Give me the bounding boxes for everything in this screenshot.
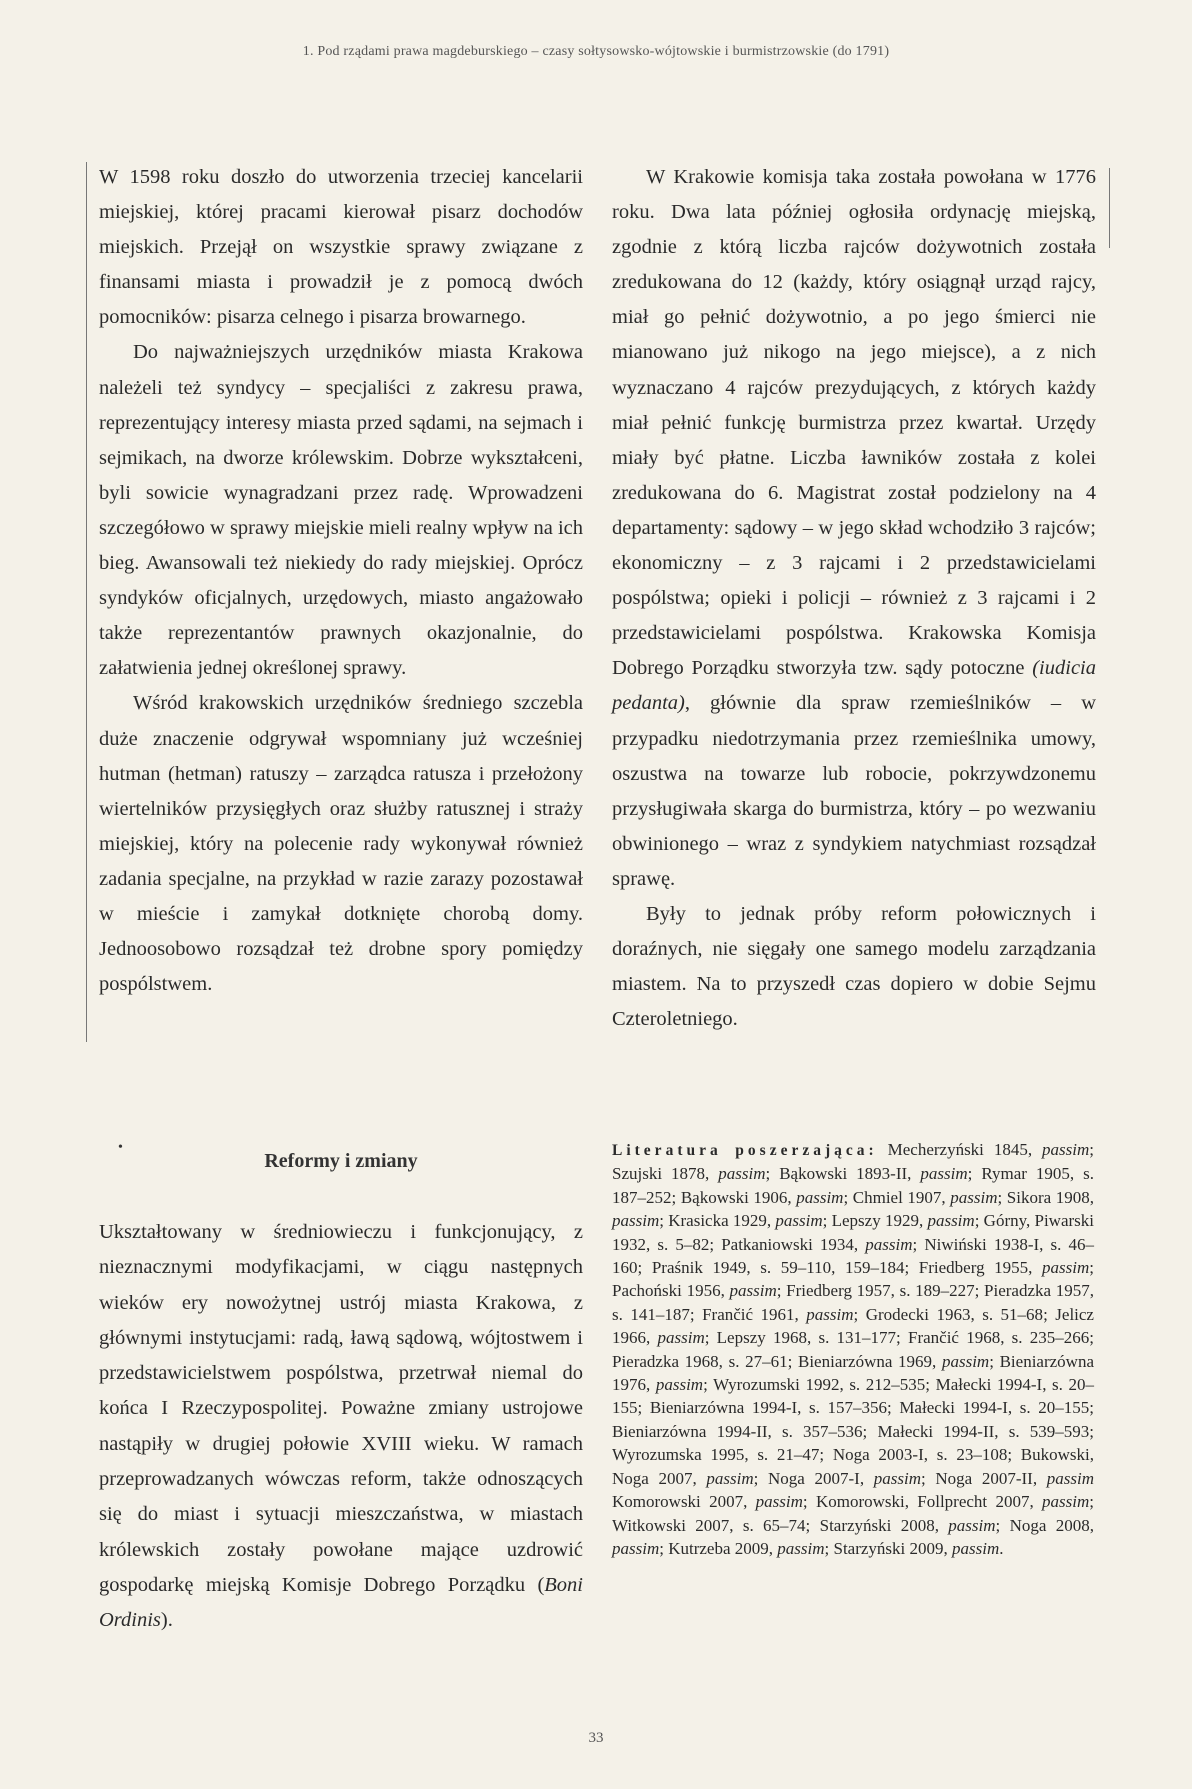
literature-entry: Małecki 1994-I, s. 20–155 bbox=[612, 1375, 1094, 1418]
passim-mark: passim bbox=[655, 1375, 704, 1395]
margin-rule-right bbox=[1109, 168, 1110, 248]
literature-entry: Pieradzka 1957, s. 141–187 bbox=[612, 1281, 1095, 1324]
passim-mark: passim bbox=[865, 1234, 913, 1254]
passim-mark: passim bbox=[1042, 1258, 1090, 1278]
section-heading: Reformy i zmiany bbox=[264, 1150, 418, 1172]
section-body bbox=[99, 1215, 583, 1639]
right-column bbox=[612, 160, 1096, 1037]
passim-mark: passim bbox=[952, 1538, 1000, 1558]
literature-entry: Starzyński 2008, bbox=[819, 1515, 949, 1535]
left-column bbox=[99, 160, 583, 1002]
passim-mark: passim bbox=[612, 1211, 660, 1231]
paragraph-start: Ukształtowany w średniowieczu i funkcjonujący, z nieznacznymi modyfikacjami, w ciągu następnych wieków ery nowożytnej ustrój miasta Krakowa, z głównymi instytucjami: radą, ławą sądową, wójtostwem i przedstawicielstwem pospólstwa, przetrwał niemal do końca I Rzeczypospolitej. Poważne zmiany ustrojowe nastąpiły w drugiej połowie XVIII wieku. W ramach przeprowadzanych wówczas reform, także odnoszących się do miast i sytuacji mieszczaństwa, w miastach królewskich zostały powołane mające uzdrowić gospodarkę miejską Komisje Dobrego Porządku ( bbox=[99, 1221, 583, 1596]
latin-term: Boni Ordinis bbox=[99, 1573, 583, 1632]
paragraph: Były to jednak próby reform połowicznych i doraźnych, nie sięgały one samego modelu zarządzania miastem. Na to przyszedł czas dopiero w dobie Sejmu Czteroletniego. bbox=[612, 902, 1096, 1031]
literature-entry: Rymar 1905, s. 187–252 bbox=[612, 1164, 1094, 1207]
literature-entry: Noga 2008, bbox=[1009, 1515, 1094, 1535]
literature-entry: Starzyński 2009, bbox=[833, 1538, 953, 1558]
paragraph: Do najważniejszych urzędników miasta Krakowa należeli też syndycy – specjaliści z zakresu prawa, reprezentujący interesy miasta przed sądami, na sejmach i sejmikach, na dworze królewskim. Dobrze wykształceni, byli sowicie wynagradzani przez radę. Wprowadzeni szczegółowo w sprawy miejskie mieli realny wpływ na ich bieg. Awansowali też niekiedy do rady miejskiej. Oprócz syndyków oficjalnych, urzędowych, miasto angażowało także reprezentantów prawnych okazjonalnie, do załatwienia jednej określonej sprawy. bbox=[99, 341, 583, 680]
literature-entry: Noga 2007-I, bbox=[768, 1468, 874, 1488]
paragraph-end: , głównie dla spraw rzemieślników – w przypadku niedotrzymania przez rzemieślnika umowy, oszustwa na towarze lub robocie, pokrzywdzonemu przysługiwała skarga do burmistrza, który – po wezwaniu obwinionego – wraz z syndykiem natychmiast rozsądzał sprawę. bbox=[612, 692, 1096, 890]
paragraph-end: ). bbox=[160, 1609, 173, 1632]
passim-mark: passim bbox=[718, 1164, 766, 1184]
passim-mark: passim bbox=[1042, 1140, 1090, 1159]
literature-entry: Bieniarzówna 1969, bbox=[798, 1351, 942, 1371]
literature-entry: Małecki 1994-I, s. 20–155 bbox=[899, 1398, 1090, 1418]
passim-mark: passim bbox=[777, 1538, 825, 1558]
latin-term: (iudicia pedanta) bbox=[612, 657, 1096, 715]
literature-entry: Bieniarzówna 1994-II, s. 357–536 bbox=[612, 1421, 863, 1441]
literature-entry: Wyrozumski 1992, s. 212–535 bbox=[713, 1375, 926, 1395]
literature-entry: Bieniarzówna 1994-I, s. 157–356 bbox=[649, 1398, 887, 1418]
literature-entry: Jelicz 1966, bbox=[612, 1304, 1094, 1348]
passim-mark: passim bbox=[1042, 1492, 1090, 1512]
literature-entry: Bąkowski 1906, bbox=[680, 1187, 797, 1207]
literature-entry: Górny, Piwarski 1932, s. 5–82 bbox=[612, 1211, 1095, 1254]
literature-entry: Komorowski 2007, bbox=[612, 1492, 756, 1512]
literature-entry: Lepszy 1968, s. 131–177 bbox=[716, 1328, 897, 1348]
literature-entry: Grodecki 1963, s. 51–68 bbox=[865, 1304, 1044, 1324]
passim-mark: passim bbox=[612, 1538, 660, 1558]
literature-entry: Pieradzka 1968, s. 27–61 bbox=[612, 1351, 788, 1371]
paragraph: Wśród krakowskich urzędników średniego szczebla duże znaczenie odgrywał wspomniany już wcześniej hutman (hetman) ratuszy – zarządca ratusza i przełożony wiertelników przysięgłych oraz służby ratusznej i straży miejskiej, który na polecenie rady wykonywał również zadania specjalne, na przykład w razie zarazy pozostawał w mieście i zamykał dotknięte chorobą domy. Jednoosobowo rozsądzał też drobne spory pomiędzy pospólstwem. bbox=[99, 692, 583, 996]
literature-entry: Bukowski, Noga 2007, bbox=[612, 1445, 1094, 1488]
literature-entry: Bieniarzówna 1976, bbox=[612, 1351, 1094, 1395]
paragraph bbox=[99, 1215, 583, 1639]
literature-entry: Krasicka 1929, bbox=[668, 1211, 776, 1231]
literature-block bbox=[612, 1138, 1094, 1560]
literature-entry: Wyrozumska 1995, s. 21–47 bbox=[612, 1445, 820, 1465]
running-head: 1. Pod rządami prawa magdeburskiego – czasy sołtysowsko-wójtowskie i burmistrzowskie (do 1791) bbox=[302, 44, 890, 59]
passim-mark: passim bbox=[927, 1211, 975, 1231]
passim-mark: passim bbox=[873, 1468, 921, 1488]
literature-entry: Szujski 1878, bbox=[612, 1164, 719, 1184]
passim-mark: passim bbox=[657, 1328, 705, 1348]
literature-entry: Lepszy 1929, bbox=[831, 1211, 928, 1231]
page-number: 33 bbox=[588, 1730, 604, 1746]
passim-mark: passim bbox=[920, 1164, 968, 1184]
literature-entry: Friedberg 1955, bbox=[918, 1258, 1043, 1278]
literature-entry: Bąkowski 1893-II, bbox=[779, 1164, 921, 1184]
passim-mark: passim bbox=[729, 1281, 777, 1301]
literature-entry: Patkaniowski 1934, bbox=[721, 1234, 866, 1254]
passim-mark: passim bbox=[775, 1211, 823, 1231]
literature-entry: Pachoński 1956, bbox=[612, 1281, 730, 1301]
literature-entry: Kutrzeba 2009, bbox=[668, 1538, 778, 1558]
bullet-mark: • bbox=[118, 1140, 123, 1155]
passim-mark: passim bbox=[950, 1187, 998, 1207]
literature-entry: Noga 2003-I, s. 23–108 bbox=[832, 1445, 1008, 1465]
literature-entry: Mecherzyński 1845, bbox=[887, 1140, 1043, 1159]
literature-entry: Chmiel 1907, bbox=[852, 1187, 951, 1207]
literature-entry: Friedberg 1957, s. 189–227 bbox=[786, 1281, 975, 1301]
literature-entry: Witkowski 2007, s. 65–74 bbox=[612, 1515, 806, 1535]
literature-entry: Sikora 1908, bbox=[1006, 1187, 1094, 1207]
passim-mark: passim bbox=[806, 1304, 854, 1324]
literature-list: Mecherzyński 1845, passim; Szujski 1878, passim; Bąkowski 1893-II, passim; Rymar 1905, s. 187–252; Bąkowski 1906, passim; Chmiel 1907, passim; Sikora 1908, passim; Krasicka 1929, passim; Lepszy 1929, passim; Górny, Piwarski 1932, s. 5–82; Patkaniowski 1934, passim; Niwiński 1938-I, s. 46–160; Praśnik 1949, s. 59–110, 159–184; Friedberg 1955, passim; Pachoński 1956, passim; Friedberg 1957, s. 189–227; Pieradzka 1957, s. 141–187; Frančić 1961, passim; Grodecki 1963, s. 51–68; Jelicz 1966, passim; Lepszy 1968, s. 131–177; Frančić 1968, s. 235–266; Pieradzka 1968, s. 27–61; Bieniarzówna 1969, passim; Bieniarzówna 1976, passim; Wyrozumski 1992, s. 212–535; Małecki 1994-I, s. 20–155; Bieniarzówna 1994-I, s. 157–356; Małecki 1994-I, s. 20–155; Bieniarzówna 1994-II, s. 357–536; Małecki 1994-II, s. 539–593; Wyrozumska 1995, s. 21–47; Noga 2003-I, s. 23–108; Bukowski, Noga 2007, passim; Noga 2007-I, passim; Noga 2007-II, passim Komorowski 2007, passim; Komorowski, Follprecht 2007, passim; Witkowski 2007, s. 65–74; Starzyński 2008, passim; Noga 2008, passim; Kutrzeba 2009, passim; Starzyński 2009, passim. bbox=[612, 1140, 1095, 1558]
literature-heading: Literatura poszerzająca: bbox=[612, 1142, 878, 1159]
margin-rule-left bbox=[86, 162, 87, 1042]
passim-mark: passim bbox=[941, 1351, 990, 1371]
literature-entry: Niwiński 1938-I, s. 46–160 bbox=[612, 1234, 1094, 1278]
passim-mark: passim bbox=[796, 1187, 844, 1207]
passim-mark: passim bbox=[706, 1468, 754, 1488]
passim-mark: passim bbox=[755, 1492, 803, 1512]
literature-entry: Noga 2007-II, bbox=[935, 1468, 1047, 1488]
passim-mark: passim bbox=[948, 1515, 996, 1535]
paragraph bbox=[612, 160, 1096, 897]
literature-entry: Frančić 1961, bbox=[702, 1304, 807, 1324]
literature-entry: Praśnik 1949, s. 59–110, 159–184 bbox=[651, 1258, 905, 1278]
literature-entry: Frančić 1968, s. 235–266 bbox=[908, 1328, 1090, 1348]
paragraph: W 1598 roku doszło do utworzenia trzeciej kancelarii miejskiej, której pracami kierował pisarz dochodów miejskich. Przejął on wszystkie sprawy związane z finansami miasta i prowadził je z pomocą dwóch pomocników: pisarza celnego i pisarza browarnego. bbox=[99, 166, 583, 329]
literature-entry: Małecki 1994-II, s. 539–593 bbox=[877, 1421, 1090, 1441]
paragraph-start: W Krakowie komisja taka została powołana w 1776 roku. Dwa lata później ogłosiła ordynację miejską, zgodnie z którą liczba rajców dożywotnich została zredukowana do 12 (każdy, który osiągnął urząd rajcy, miał go pełnić dożywotnio, a po jego śmierci nie mianowano już nikogo na jego miejsce), a z nich wyznaczano 4 rajców prezydujących, z których każdy miał pełnić funkcję burmistrza przez kwartał. Urzędy miały być płatne. Liczba ławników została z kolei zredukowana do 6. Magistrat został podzielony na 4 departamenty: sądowy – w jego skład wchodziło 3 rajców; ekonomiczny – z 3 rajcami i 2 przedstawicielami pospólstwa; opieki i policji – również z 3 rajcami i 2 przedstawicielami pospólstwa. Krakowska Komisja Dobrego Porządku stworzyła tzw. sądy potoczne bbox=[612, 166, 1096, 680]
passim-mark: passim bbox=[1046, 1468, 1094, 1488]
literature-entry: Komorowski, Follprecht 2007, bbox=[815, 1492, 1043, 1512]
